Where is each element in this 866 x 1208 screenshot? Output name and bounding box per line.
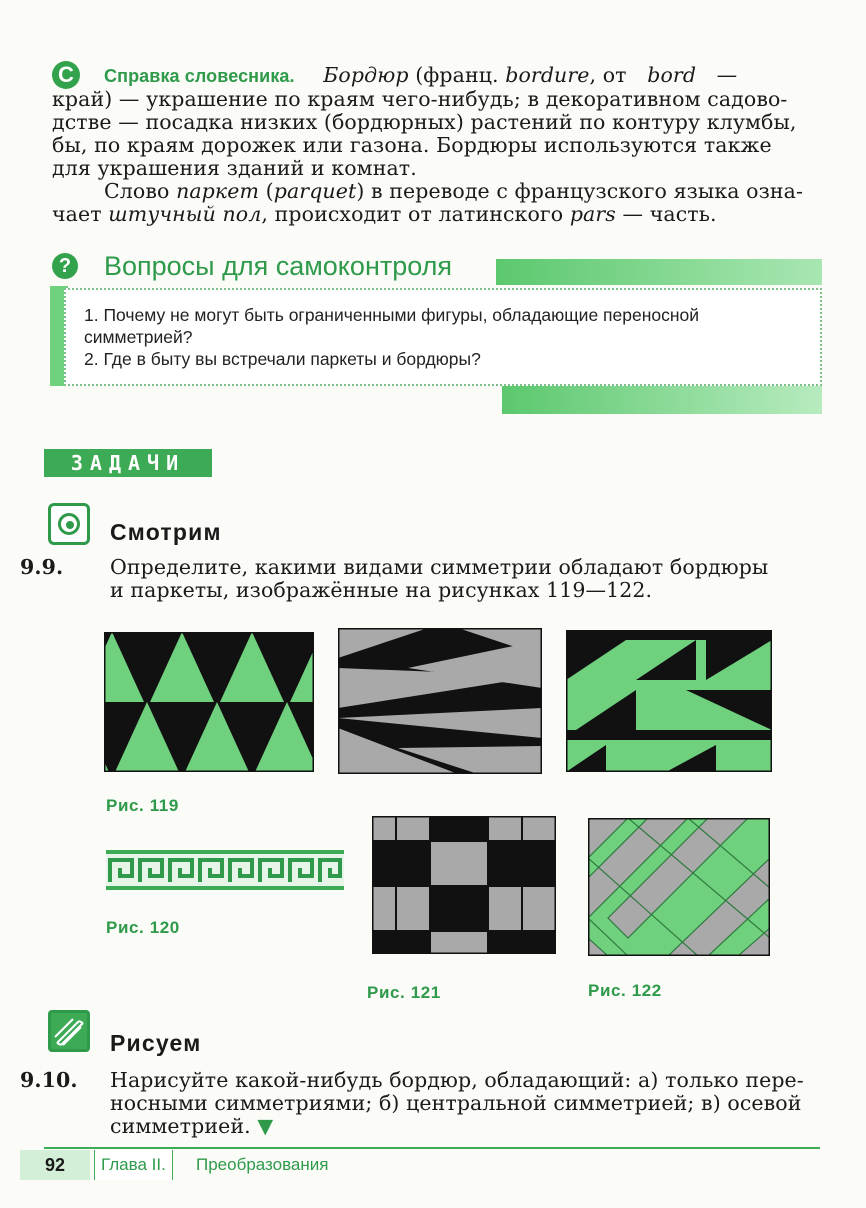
figure-120-meander-border: [106, 850, 344, 890]
ref-text: , происходит от латинского: [261, 202, 564, 226]
figure-green-strips: [566, 630, 772, 772]
term-shtuchny-pol: штучный пол: [108, 202, 262, 226]
page-number: 92: [20, 1150, 90, 1180]
footer-chapter: Глава II.: [94, 1150, 173, 1180]
reference-icon: С: [52, 61, 80, 89]
look-eye-icon: [48, 503, 90, 545]
reference-line-2: край) — украшение по краям чего-нибудь; в декоративном садово-: [52, 87, 788, 111]
figure-119-triangles: [104, 632, 314, 772]
question-line-3: 2. Где в быту вы встречали паркеты и бордюры?: [84, 349, 481, 369]
caption-fig-119: Рис. 119: [106, 796, 179, 815]
task-9-9-line-1: Определите, какими видами симметрии обладают бордюры: [110, 555, 769, 579]
figure-122-herringbone-parquet: [588, 818, 770, 956]
task-9-10-line-3: [110, 1115, 273, 1138]
ref-text: (: [265, 179, 274, 203]
footer-rule: [44, 1147, 820, 1149]
term-bord: bord: [647, 63, 697, 87]
term-parquet: parquet: [273, 179, 357, 203]
task-number-9-9: 9.9.: [20, 555, 64, 579]
reference-p2-line-1: [104, 180, 803, 203]
task-9-9-line-2: и паркеты, изображённые на рисунках 119—122.: [110, 578, 653, 602]
end-marker-icon: ▼: [257, 1114, 274, 1138]
question-line-1: 1. Почему не могут быть ограниченными фигуры, обладающие переносной: [84, 305, 700, 325]
question-line-2: симметрией?: [84, 327, 193, 347]
task-9-10-line-2: носными симметриями; б) центральной симметрией; в) осевой: [110, 1091, 802, 1115]
term-parket: паркет: [176, 179, 260, 203]
questions-title: Вопросы для самоконтроля: [104, 251, 453, 281]
reference-p2-line-2: [52, 203, 717, 226]
figure-121-checker-parquet: [372, 816, 556, 954]
caption-fig-121: Рис. 121: [367, 983, 441, 1002]
questions-box: [64, 288, 822, 386]
task-9-10-line-1: Нарисуйте какой-нибудь бордюр, обладающий: а) только пере-: [110, 1068, 804, 1092]
figure-wedges-parquet: [338, 628, 542, 774]
reference-line-4: бы, по краям дорожек или газона. Бордюры используются также: [52, 133, 772, 157]
term-border: Бордюр: [323, 63, 409, 87]
questions-footer-band: [502, 382, 822, 414]
draw-heading: Рисуем: [110, 1030, 202, 1056]
caption-fig-122: Рис. 122: [588, 981, 662, 1000]
reference-heading: Справка словесника.: [104, 66, 295, 86]
questions-header-band: [496, 259, 822, 285]
task-number-9-10: 9.10.: [20, 1068, 78, 1092]
pencil-icon: [48, 1010, 90, 1052]
question-icon: ?: [52, 253, 78, 279]
look-heading: Смотрим: [110, 519, 222, 545]
reference-line-3: дстве — посадка низких (бордюрных) растений по контуру клумбы,: [52, 110, 797, 134]
footer-title: Преобразования: [196, 1155, 329, 1174]
ref-text: Слово: [104, 179, 170, 203]
term-pars: pars: [569, 202, 616, 226]
ref-text: , от: [589, 63, 627, 87]
reference-line-1: [104, 64, 824, 88]
ref-text: — часть.: [622, 202, 717, 226]
term-bordure: bordure: [505, 63, 590, 87]
ref-text: —: [716, 63, 738, 87]
task-9-10-text: симметрией.: [110, 1114, 251, 1138]
ref-text: чает: [52, 202, 102, 226]
tasks-banner: ЗАДАЧИ: [44, 449, 212, 477]
ref-text: ) в переводе с французского языка озна-: [356, 179, 804, 203]
reference-line-5: для украшения зданий и комнат.: [52, 156, 417, 180]
ref-text: (франц.: [415, 63, 499, 87]
caption-fig-120: Рис. 120: [106, 918, 180, 937]
